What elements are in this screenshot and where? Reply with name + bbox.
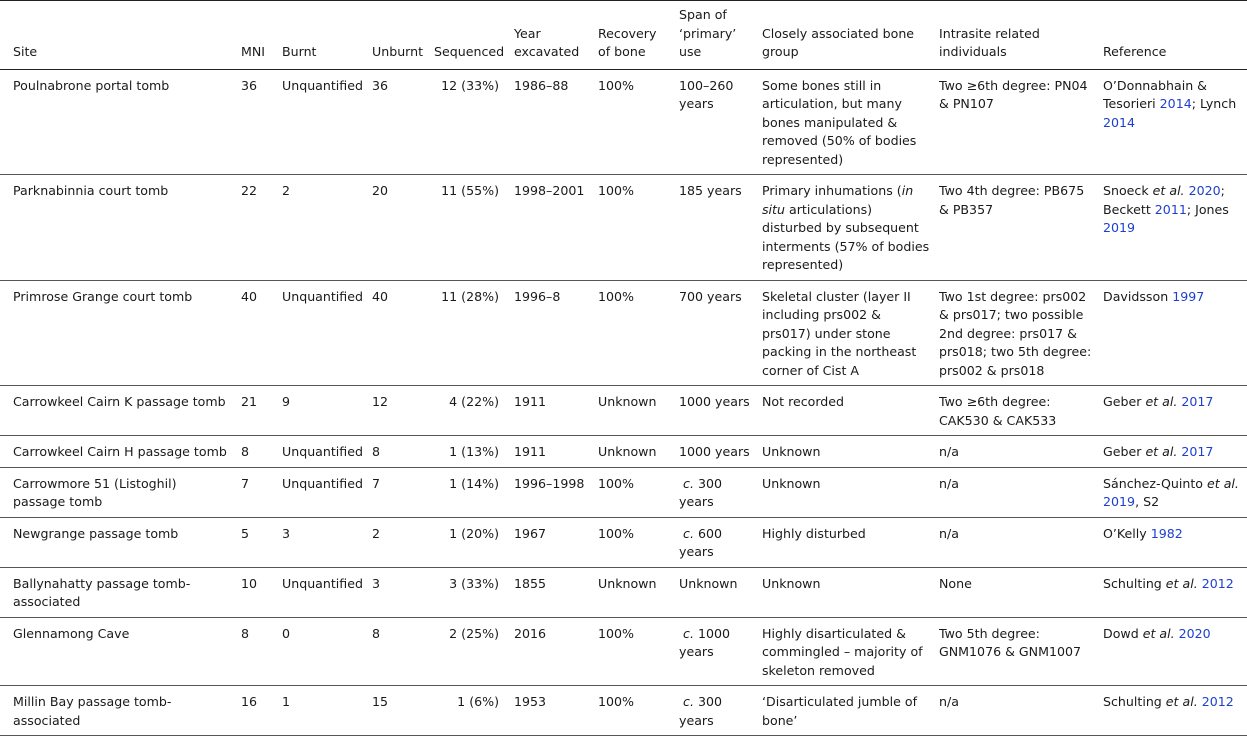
reference-year-link[interactable]: 1997: [1172, 288, 1205, 304]
span-cell: c. 1000 years: [679, 625, 731, 659]
span-cell: c. 300 years: [679, 475, 722, 509]
reference-cell: [1098, 436, 1247, 468]
unburnt-cell: 40: [372, 288, 389, 304]
mni-cell: 8: [241, 625, 250, 641]
span-cell: 700 years: [679, 288, 742, 304]
reference-year-link[interactable]: 2020: [1178, 625, 1211, 641]
mni-cell: 16: [241, 694, 258, 709]
reference-year-link[interactable]: 2014: [1103, 114, 1136, 130]
related-cell: n/a: [939, 525, 959, 541]
reference-text: Sánchez-Quinto: [1103, 475, 1207, 491]
burnt-cell: Unquantified: [282, 77, 363, 93]
year-cell: 1967: [514, 525, 547, 541]
bone-group-cell: Highly disturbed: [762, 525, 866, 541]
site-cell: Poulnabrone portal tomb: [13, 77, 170, 93]
mni-cell: 36: [241, 77, 258, 93]
reference-text: Dowd: [1103, 625, 1143, 641]
table-row: [0, 280, 1247, 386]
reference-text: Snoeck: [1103, 183, 1153, 198]
col-header-recovery: Recovery of bone: [598, 25, 657, 59]
related-cell: Two 1st degree: prs002 & prs017; two possible 2nd degree: prs017 & prs018; two 5th degree: prs002 & prs018: [939, 288, 1092, 378]
bone-group-cell: Unknown: [762, 475, 821, 491]
related-cell: n/a: [939, 694, 959, 709]
span-cell: Unknown: [679, 575, 738, 591]
bone-group-cell: Skeletal cluster (layer II including prs002 & prs017) under stone packing in the northeast corner of Cist A: [762, 288, 917, 378]
burnt-cell: 1: [282, 694, 291, 709]
mni-cell: 40: [241, 288, 258, 304]
reference-text: et al.: [1152, 183, 1185, 198]
mni-cell: 5: [241, 525, 250, 541]
table-row: [0, 567, 1247, 617]
unburnt-cell: 12: [372, 394, 389, 409]
bone-group-cell: Not recorded: [762, 394, 845, 409]
mni-cell: 8: [241, 444, 250, 459]
col-header-burnt: Burnt: [282, 44, 317, 59]
site-cell: Glennamong Cave: [13, 625, 130, 641]
mni-cell: 22: [241, 183, 258, 198]
site-cell: Ballynahatty passage tomb-associated: [13, 575, 191, 609]
related-cell: None: [939, 575, 972, 591]
table-row: [0, 686, 1247, 736]
recovery-cell: Unknown: [598, 394, 657, 409]
table-row: [0, 436, 1247, 468]
col-header-site: Site: [13, 44, 38, 59]
year-cell: 1911: [514, 394, 547, 409]
reference-cell: [1098, 280, 1247, 386]
mni-cell: 10: [241, 575, 258, 591]
recovery-cell: 100%: [598, 694, 635, 709]
site-cell: Primrose Grange court tomb: [13, 288, 193, 304]
table-row: [0, 467, 1247, 517]
reference-year-link[interactable]: 2017: [1181, 444, 1214, 459]
col-header-mni: MNI: [241, 44, 266, 59]
site-cell: Parknabinnia court tomb: [13, 183, 169, 198]
year-cell: 1986–88: [514, 77, 569, 93]
reference-cell: [1098, 175, 1247, 281]
sequenced-cell: 2 (25%): [449, 625, 499, 641]
reference-year-link[interactable]: 2019: [1103, 494, 1136, 509]
related-cell: n/a: [939, 444, 959, 459]
recovery-cell: 100%: [598, 475, 635, 491]
related-cell: Two 4th degree: PB675 & PB357: [939, 183, 1085, 217]
span-cell: 1000 years: [679, 444, 750, 459]
reference-text: Davidsson: [1103, 288, 1173, 304]
reference-cell: [1098, 567, 1247, 617]
recovery-cell: Unknown: [598, 575, 657, 591]
col-header-sequenced: Sequenced: [434, 44, 505, 59]
related-cell: n/a: [939, 475, 959, 491]
reference-cell: [1098, 686, 1247, 736]
unburnt-cell: 8: [372, 444, 381, 459]
related-cell: Two 5th degree: GNM1076 & GNM1007: [939, 625, 1082, 659]
reference-cell: [1098, 69, 1247, 175]
reference-year-link[interactable]: 2011: [1154, 201, 1187, 217]
burnt-cell: Unquantified: [282, 475, 363, 491]
bone-group-cell: Primary inhumations (in situ articulations) disturbed by subsequent interments (57% of bodies represented): [762, 183, 930, 272]
reference-text: ; Beckett: [1103, 183, 1225, 217]
reference-text: et al.: [1165, 694, 1198, 709]
site-cell: Carrowkeel Cairn K passage tomb: [13, 394, 226, 409]
bone-group-cell: Highly disarticulated & commingled – majority of skeleton removed: [762, 625, 923, 678]
header-row: [0, 1, 1247, 70]
sequenced-cell: 11 (28%): [441, 288, 499, 304]
burnt-cell: Unquantified: [282, 444, 363, 459]
reference-text: et al.: [1145, 394, 1178, 409]
recovery-cell: 100%: [598, 525, 635, 541]
reference-text: Schulting: [1103, 575, 1166, 591]
related-cell: Two ≥6th degree: PN04 & PN107: [939, 77, 1088, 111]
reference-text: O’Donnabhain & Tesorieri: [1103, 77, 1207, 111]
sequenced-cell: 1 (13%): [449, 444, 499, 459]
reference-year-link[interactable]: 1982: [1150, 525, 1183, 541]
table-row: [0, 617, 1247, 686]
site-cell: Newgrange passage tomb: [13, 525, 179, 541]
reference-text: Schulting: [1103, 694, 1166, 709]
reference-text: Geber: [1103, 394, 1146, 409]
reference-text: ; Lynch: [1191, 96, 1237, 111]
reference-year-link[interactable]: 2017: [1181, 394, 1214, 409]
bone-group-cell: Unknown: [762, 575, 821, 591]
burnt-cell: 2: [282, 183, 291, 198]
bone-group-cell: Unknown: [762, 444, 821, 459]
bone-group-cell: ‘Disarticulated jumble of bone’: [762, 694, 918, 728]
recovery-cell: Unknown: [598, 444, 657, 459]
unburnt-cell: 20: [372, 183, 389, 198]
mni-cell: 21: [241, 394, 258, 409]
site-cell: Millin Bay passage tomb-associated: [13, 694, 172, 728]
span-cell: 185 years: [679, 183, 742, 198]
reference-year-link[interactable]: 2012: [1201, 694, 1234, 709]
year-cell: 2016: [514, 625, 547, 641]
reference-text: Geber: [1103, 444, 1146, 459]
mni-cell: 7: [241, 475, 250, 491]
sequenced-cell: 1 (20%): [449, 525, 499, 541]
reference-cell: [1098, 617, 1247, 686]
unburnt-cell: 36: [372, 77, 389, 93]
reference-year-link[interactable]: 2014: [1159, 96, 1192, 111]
reference-year-link[interactable]: 2019: [1103, 220, 1136, 235]
col-header-bone-group: Closely associated bone group: [762, 25, 915, 59]
reference-text: O’Kelly: [1103, 525, 1151, 541]
sequenced-cell: 3 (33%): [449, 575, 499, 591]
burnt-cell: 9: [282, 394, 291, 409]
reference-text: et al.: [1145, 444, 1178, 459]
col-header-year-excavated: Year excavated: [514, 25, 580, 59]
unburnt-cell: 15: [372, 694, 389, 709]
table-row: [0, 69, 1247, 175]
sequenced-cell: 1 (6%): [457, 694, 499, 709]
unburnt-cell: 2: [372, 525, 381, 541]
table-body: [0, 69, 1247, 736]
span-cell: 100–260 years: [679, 77, 734, 111]
sequenced-cell: 1 (14%): [449, 475, 499, 491]
burnt-cell: Unquantified: [282, 575, 363, 591]
sequenced-cell: 12 (33%): [441, 77, 499, 93]
recovery-cell: 100%: [598, 77, 635, 93]
related-cell: Two ≥6th degree: CAK530 & CAK533: [939, 394, 1057, 428]
year-cell: 1911: [514, 444, 547, 459]
year-cell: 1998–2001: [514, 183, 585, 198]
reference-year-link[interactable]: 2012: [1201, 575, 1234, 591]
span-cell: 1000 years: [679, 394, 750, 409]
reference-cell: [1098, 386, 1247, 436]
unburnt-cell: 3: [372, 575, 381, 591]
col-header-reference: Reference: [1103, 44, 1167, 59]
table-row: [0, 386, 1247, 436]
unburnt-cell: 8: [372, 625, 381, 641]
sequenced-cell: 11 (55%): [441, 183, 499, 198]
site-cell: Carrowmore 51 (Listoghil) passage tomb: [13, 475, 177, 509]
reference-text: et al.: [1142, 625, 1175, 641]
col-header-unburnt: Unburnt: [372, 44, 424, 59]
burnt-cell: 3: [282, 525, 291, 541]
reference-text: et al.: [1207, 475, 1239, 491]
reference-text: ; Jones: [1186, 201, 1229, 217]
table-row: [0, 175, 1247, 281]
col-header-span: Span of ‘primary’ use: [679, 7, 737, 59]
unburnt-cell: 7: [372, 475, 381, 491]
sequenced-cell: 4 (22%): [449, 394, 499, 409]
reference-cell: [1098, 467, 1247, 517]
reference-text: , S2: [1135, 494, 1160, 509]
site-cell: Carrowkeel Cairn H passage tomb: [13, 444, 227, 459]
burnt-cell: 0: [282, 625, 291, 641]
year-cell: 1996–8: [514, 288, 561, 304]
span-cell: c. 600 years: [679, 525, 722, 559]
recovery-cell: 100%: [598, 183, 635, 198]
span-cell: c. 300 years: [679, 694, 722, 728]
burnt-cell: Unquantified: [282, 288, 363, 304]
bone-group-cell: Some bones still in articulation, but many bones manipulated & removed (50% of bodies represented): [762, 77, 917, 167]
recovery-cell: 100%: [598, 625, 635, 641]
year-cell: 1855: [514, 575, 547, 591]
table-row: [0, 517, 1247, 567]
reference-cell: [1098, 517, 1247, 567]
reference-year-link[interactable]: 2020: [1188, 183, 1221, 198]
recovery-cell: 100%: [598, 288, 635, 304]
year-cell: 1996–1998: [514, 475, 585, 491]
col-header-related: Intrasite related individuals: [939, 25, 1040, 59]
reference-text: et al.: [1165, 575, 1198, 591]
year-cell: 1953: [514, 694, 547, 709]
